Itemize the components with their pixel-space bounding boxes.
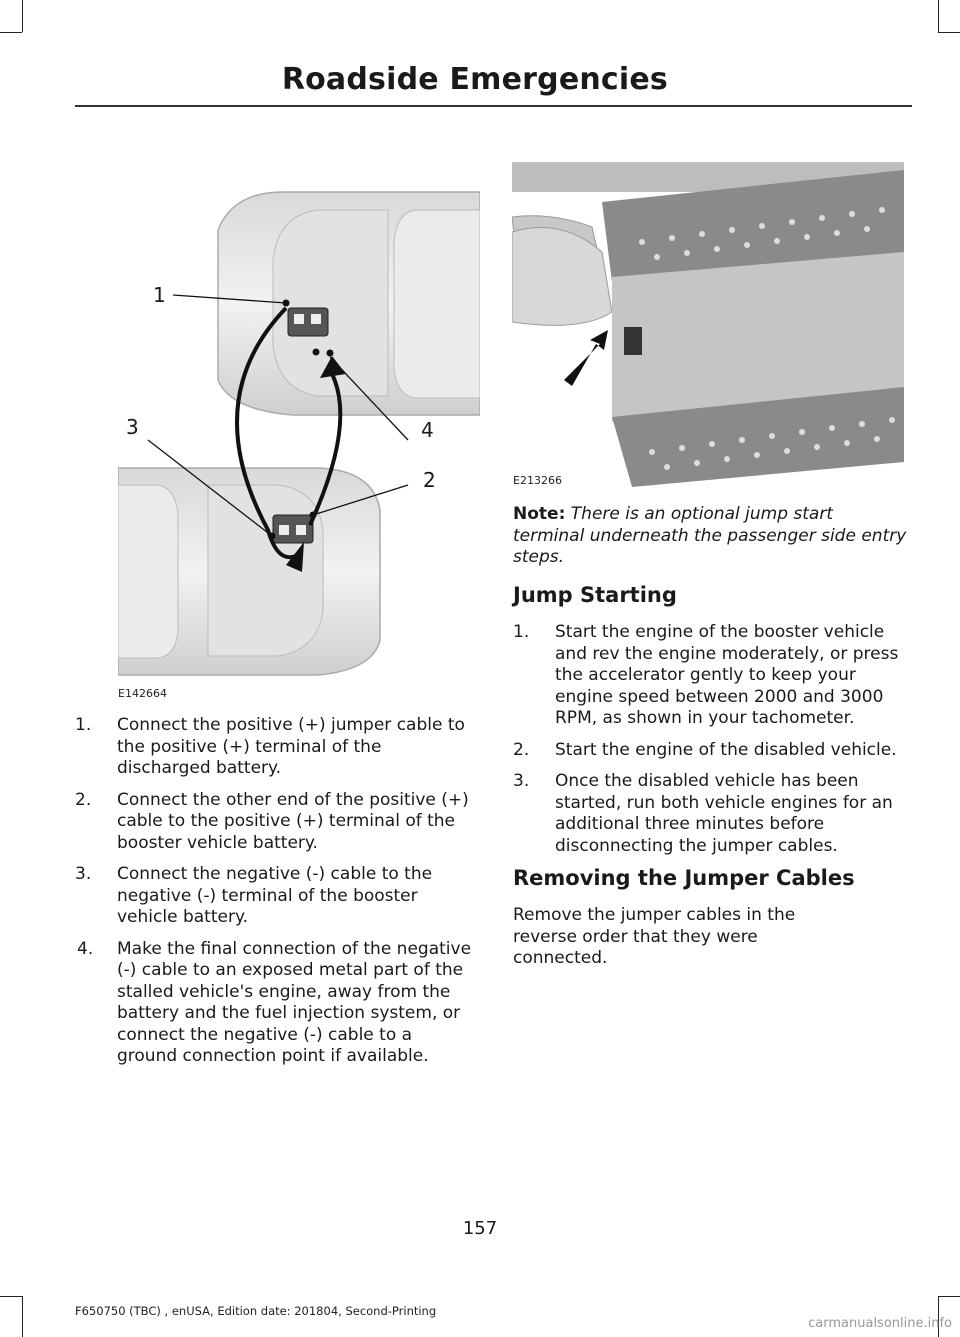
entry-steps-diagram xyxy=(512,162,904,492)
callout-1: 1 xyxy=(153,283,166,307)
figure-code: E213266 xyxy=(513,474,562,487)
watermark: carmanualsonline.info xyxy=(808,1316,952,1331)
note-text: There is an optional jump start terminal underneath the passenger side entry steps. xyxy=(513,504,907,567)
page-number: 157 xyxy=(462,1218,498,1239)
crop-mark xyxy=(938,1296,960,1297)
paragraph: Remove the jumper cables in the reverse order that they were connected. xyxy=(513,905,796,968)
list-item: 1. Connect the positive (+) jumper cable to the positive (+) terminal of the discharged battery. xyxy=(75,715,465,778)
figure-code: E142664 xyxy=(118,687,167,700)
note xyxy=(513,504,908,569)
header-rule xyxy=(75,105,912,107)
section-heading: Jump Starting xyxy=(513,583,677,607)
crop-mark xyxy=(22,0,23,32)
booster-car-illustration xyxy=(118,468,380,675)
crop-mark xyxy=(938,32,960,33)
callout-4: 4 xyxy=(421,418,434,442)
callout-2: 2 xyxy=(423,468,436,492)
list-item: 3. Once the disabled vehicle has been started, run both vehicle engines for an additional three minutes before disconnecting the jumper cables. xyxy=(513,771,893,856)
callout-3: 3 xyxy=(126,415,139,439)
list-item: 2. Connect the other end of the positive (+) cable to the positive (+) terminal of the booster vehicle battery. xyxy=(75,789,469,853)
crop-mark xyxy=(22,1296,23,1337)
page-title: Roadside Emergencies xyxy=(281,62,668,97)
list-item: 4. Make the final connection of the negative (-) cable to an exposed metal part of the stalled vehicle's engine, away from the battery and the fuel injection system, or connect the negative (-) cable to a ground connection point if available. xyxy=(77,938,472,1066)
crop-mark xyxy=(0,1296,22,1297)
connect-steps-list xyxy=(75,715,475,1078)
list-item: 1. Start the engine of the booster vehicle and rev the engine moderately, or press the accelerator gently to keep your engine speed between 2000 and 3000 RPM, as shown in your tachometer. xyxy=(513,622,899,728)
list-item: 3. Connect the negative (-) cable to the negative (-) terminal of the booster vehicle battery. xyxy=(75,864,433,927)
edition-footer: F650750 (TBC) , enUSA, Edition date: 201804, Second-Printing xyxy=(75,1304,437,1318)
crop-mark xyxy=(938,0,939,32)
jump-start-steps-list xyxy=(513,622,910,867)
list-item: 2. Start the engine of the disabled vehicle. xyxy=(513,739,897,760)
stalled-car-illustration xyxy=(218,192,480,415)
note-label: Note: xyxy=(513,504,566,524)
crop-mark xyxy=(0,32,22,33)
jump-start-diagram xyxy=(118,170,480,705)
section-heading: Removing the Jumper Cables xyxy=(513,866,855,890)
